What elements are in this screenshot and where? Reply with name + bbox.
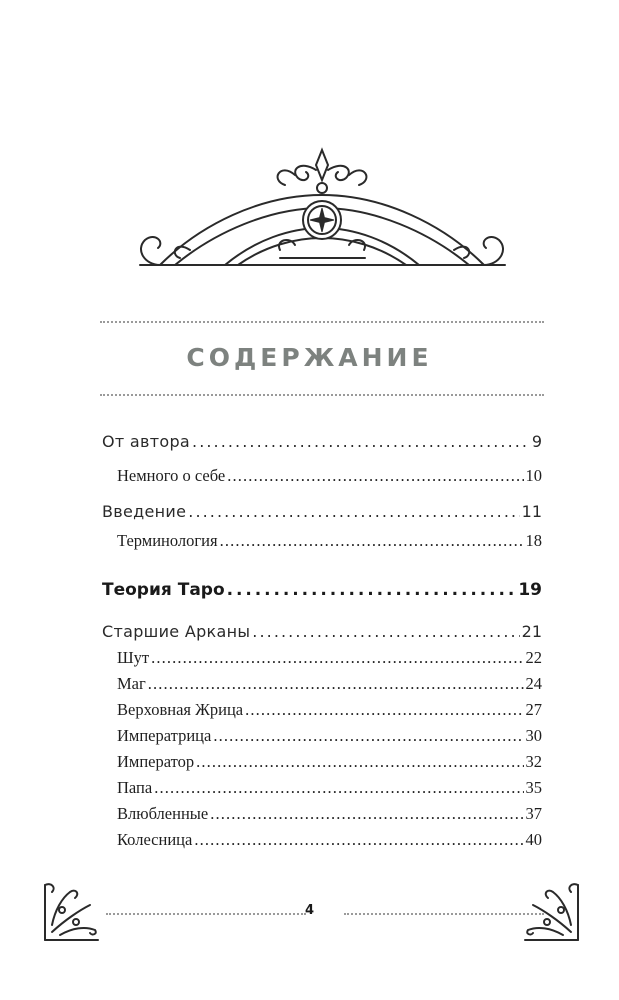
page-title: СОДЕРЖАНИЕ	[186, 343, 433, 372]
toc-leader	[213, 726, 523, 746]
divider-top	[100, 321, 544, 323]
toc-leader	[194, 830, 523, 850]
toc-entry[interactable]	[102, 622, 542, 648]
toc-entry[interactable]	[102, 432, 542, 458]
toc-leader	[188, 502, 519, 521]
toc-leader	[154, 778, 523, 798]
toc-entry-label: Влюбленные	[117, 804, 209, 823]
toc-entry-page: 24	[525, 674, 542, 693]
toc-entry[interactable]	[102, 466, 542, 492]
toc-leader	[210, 804, 523, 824]
toc-entry-page: 27	[525, 700, 542, 719]
toc-leader	[245, 700, 523, 720]
toc-entry-label: Введение	[102, 502, 187, 521]
toc-entry[interactable]	[102, 726, 542, 752]
table-of-contents	[102, 432, 542, 856]
toc-entry[interactable]	[102, 700, 542, 726]
toc-entry-label: Колесница	[117, 830, 193, 849]
toc-entry-page: 30	[525, 726, 542, 745]
toc-entry-label: Папа	[117, 778, 153, 797]
toc-entry-page: 21	[521, 622, 542, 641]
toc-entry-page: 10	[525, 466, 542, 485]
toc-leader	[220, 531, 524, 551]
toc-leader	[252, 622, 519, 641]
toc-entry-label: Теория Таро	[102, 580, 225, 600]
toc-entry-label: Верховная Жрица	[117, 700, 244, 719]
arch-ornament-icon	[130, 140, 515, 275]
toc-entry-label: Шут	[117, 648, 150, 667]
toc-entry-label: Император	[117, 752, 195, 771]
toc-entry-label: Императрица	[117, 726, 212, 745]
toc-entry-label: Старшие Арканы	[102, 622, 251, 641]
toc-entry-page: 11	[521, 502, 542, 521]
toc-entry[interactable]	[102, 830, 542, 856]
footer-divider-right	[344, 913, 544, 915]
toc-entry-page: 18	[525, 531, 542, 550]
toc-entry-label: Терминология	[117, 531, 218, 550]
toc-part-entry[interactable]	[102, 580, 542, 608]
toc-entry-page: 37	[525, 804, 542, 823]
toc-leader	[196, 752, 523, 772]
toc-entry[interactable]	[102, 502, 542, 528]
toc-entry[interactable]	[102, 648, 542, 674]
toc-leader	[227, 466, 523, 486]
toc-entry-label: Маг	[117, 674, 146, 693]
toc-leader	[148, 674, 524, 694]
toc-entry[interactable]	[102, 752, 542, 778]
corner-ornament-right-icon	[521, 880, 583, 946]
toc-entry-label: От автора	[102, 432, 191, 451]
toc-entry[interactable]	[102, 778, 542, 804]
divider-under-title	[100, 394, 544, 396]
toc-entry-page: 9	[531, 432, 542, 451]
toc-leader	[192, 432, 530, 451]
toc-entry[interactable]	[102, 674, 542, 700]
toc-entry-page: 19	[518, 580, 542, 600]
toc-entry-page: 32	[525, 752, 542, 771]
toc-entry-page: 40	[525, 830, 542, 849]
toc-entry-label: Немного о себе	[117, 466, 226, 485]
toc-entry-page: 35	[525, 778, 542, 797]
toc-entry[interactable]	[102, 804, 542, 830]
toc-entry[interactable]	[102, 531, 542, 557]
corner-ornament-left-icon	[40, 880, 102, 946]
toc-leader	[151, 648, 523, 668]
toc-entry-page: 22	[525, 648, 542, 667]
page-number: 4	[304, 903, 315, 918]
toc-leader	[227, 580, 517, 600]
